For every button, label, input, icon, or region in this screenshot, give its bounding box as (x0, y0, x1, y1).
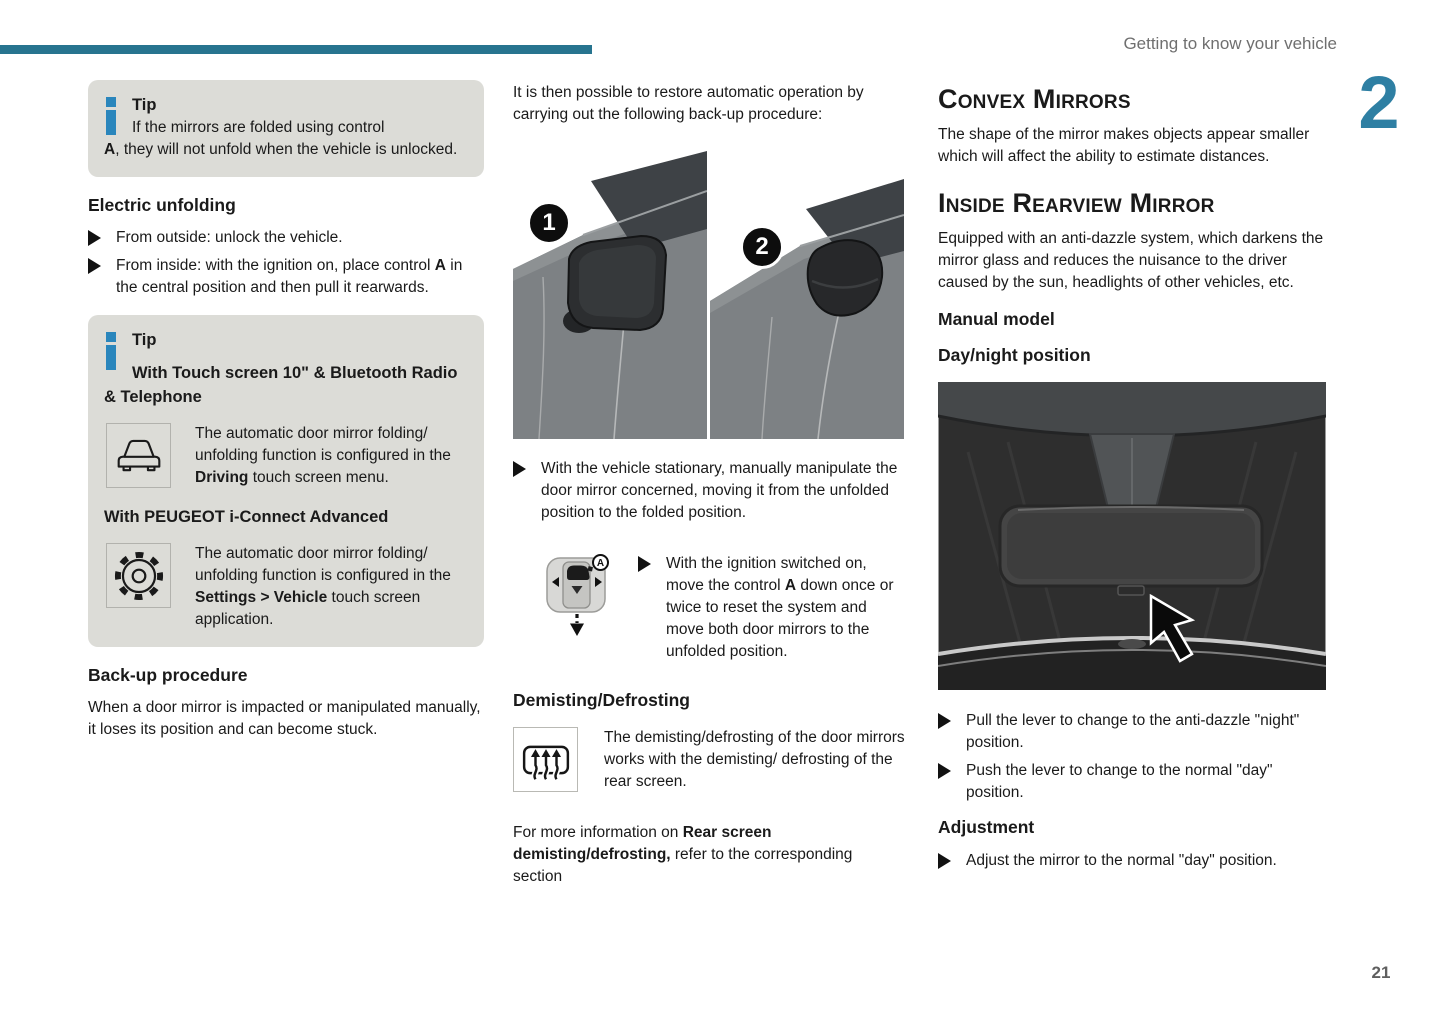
config-text: The automatic door mirror folding/ unfolding function is configured in the Settings > Vehicle touch screen application. (195, 545, 451, 628)
backup-paragraph: When a door mirror is impacted or manipulated manually, it loses its position and can become stuck. (88, 699, 481, 738)
list-item (513, 458, 905, 524)
arrow-bullet-icon (513, 461, 526, 477)
list-item (88, 227, 484, 249)
running-header: Getting to know your vehicle (1123, 34, 1337, 53)
icon-frame (513, 727, 578, 792)
rearview-mirror-photo (938, 382, 1326, 690)
control-instruction-row (513, 553, 905, 663)
tip-title: Tip (132, 96, 157, 114)
arrow-bullet-icon (88, 258, 101, 274)
list-item-text: With the vehicle stationary, manually manipulate the door mirror concerned, moving it from the unfolded position to the folded position. (541, 460, 898, 521)
heading-day-night: Day/night position (938, 345, 1091, 365)
heading-electric-unfolding: Electric unfolding (88, 195, 236, 215)
door-mirror-folded-image (710, 151, 904, 439)
list-item (638, 553, 905, 663)
list-item-text: From inside: with the ignition on, place control A in the central position and then pull it rearwards. (116, 257, 463, 296)
intro-paragraph: It is then possible to restore automatic operation by carrying out the following back-up procedure: (513, 84, 864, 123)
demisting-text: The demisting/defrosting of the door mirrors works with the demisting/ defrosting of the rear screen. (604, 729, 905, 790)
list-item-text: Push the lever to change to the normal "day" position. (966, 762, 1273, 801)
list-item (938, 850, 1330, 872)
chapter-number: 2 (1358, 61, 1400, 144)
arrow-bullet-icon (638, 556, 651, 572)
column-left (88, 80, 484, 741)
door-mirror-unfolded-image (513, 151, 707, 439)
list-item (938, 710, 1330, 754)
arrow-bullet-icon (938, 853, 951, 869)
step-badge-2: 2 (740, 225, 784, 269)
more-info-paragraph: For more information on Rear screen demisting/defrosting, refer to the corresponding section (513, 824, 853, 885)
mirror-adjust-control-icon (544, 553, 610, 663)
arrow-bullet-icon (88, 230, 101, 246)
info-icon (106, 97, 116, 135)
arrow-bullet-icon (938, 713, 951, 729)
heading-manual-model: Manual model (938, 309, 1055, 329)
icon-frame (106, 543, 171, 608)
subheading-touchscreen: With Touch screen 10" & Bluetooth Radio & Telephone (104, 364, 458, 406)
list-item (88, 255, 484, 299)
list-item-text: From outside: unlock the vehicle. (116, 229, 343, 246)
list-item-text: Pull the lever to change to the anti-dazzle "night" position. (966, 712, 1300, 751)
column-right (938, 84, 1330, 878)
arrow-bullet-icon (938, 763, 951, 779)
chapter-rule (0, 45, 592, 54)
heading-backup-procedure: Back-up procedure (88, 665, 248, 685)
rear-screen-demist-icon (518, 732, 574, 788)
tip-title: Tip (132, 331, 157, 349)
step-badge-1: 1 (527, 201, 571, 245)
door-mirror-figure (513, 151, 905, 439)
icon-frame (106, 423, 171, 488)
tip-text: Tip If the mirrors are folded using control A, they will not unfold when the vehicle is unlocked. (104, 96, 458, 158)
heading-adjustment: Adjustment (938, 817, 1035, 837)
car-door-unfolded-illustration (513, 151, 707, 439)
heading-convex-mirrors: Convex Mirrors (938, 84, 1131, 114)
config-text: The automatic door mirror folding/ unfolding function is configured in the Driving touch screen menu. (195, 425, 451, 486)
car-door-folded-illustration (710, 151, 904, 439)
tip-box-folded-mirrors (88, 80, 484, 177)
convex-paragraph: The shape of the mirror makes objects appear smaller which will affect the ability to estimate distances. (938, 126, 1310, 165)
gear-icon (112, 549, 166, 603)
list-item (938, 760, 1330, 804)
heading-demisting: Demisting/Defrosting (513, 690, 690, 710)
inside-paragraph: Equipped with an anti-dazzle system, which darkens the mirror glass and reduces the nuisance to the driver caused by the sun, headlights of other vehicles, etc. (938, 230, 1324, 291)
tip-box-configuration (88, 315, 484, 647)
subheading-iconnect: With PEUGEOT i-Connect Advanced (104, 508, 389, 526)
config-row-settings (104, 543, 468, 631)
info-icon (106, 332, 116, 370)
column-middle (513, 82, 905, 888)
list-item-text: With the ignition switched on, move the control A down once or twice to reset the system and move both door mirrors to the unfolded position. (666, 555, 894, 660)
page-number: 21 (1371, 963, 1391, 982)
config-row-driving-menu (104, 423, 468, 489)
demisting-row (513, 727, 905, 793)
car-front-icon (113, 430, 165, 482)
control-label: A (596, 558, 605, 569)
list-item-text: Adjust the mirror to the normal "day" position. (966, 852, 1277, 869)
heading-inside-rearview-mirror: Inside Rearview Mirror (938, 188, 1215, 218)
